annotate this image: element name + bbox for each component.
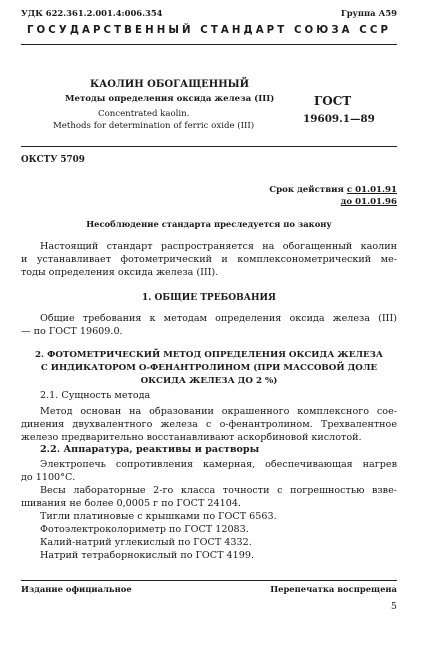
standard-title: КАОЛИН ОБОГАЩЕННЫЙ	[90, 79, 250, 90]
text-line: Тигли платиновые с крышками по ГОСТ 6563.	[40, 511, 277, 522]
gost-number: 19609.1—89	[303, 113, 375, 125]
section-1-heading: 1. ОБЩИЕ ТРЕБОВАНИЯ	[142, 293, 276, 303]
text-line: железо предварительно восстанавливают аскорбиновой кислотой.	[21, 432, 362, 443]
text-line: Фотоэлектроколориметр по ГОСТ 12083.	[40, 524, 249, 535]
heading-line: С ИНДИКАТОРОМ О-ФЕНАНТРОЛИНОМ (ПРИ МАССОВОЙ ДОЛЕ	[40, 363, 378, 373]
subsection-2-2-heading: 2.2. Аппаратура, реактивы и растворы	[40, 444, 260, 455]
title-en-line-2: Methods for determination of ferric oxide (III)	[53, 121, 255, 131]
text-line: Общие требования к методам определения оксида железа (III)	[40, 313, 397, 324]
footer-rule	[21, 580, 397, 581]
udc-code: УДК 622.361.2.001.4:006.354	[21, 8, 163, 18]
subsection-2-2-body	[21, 458, 397, 562]
title-rule	[21, 146, 397, 147]
intro-paragraph	[21, 240, 397, 279]
text-line: — по ГОСТ 19609.0.	[21, 326, 123, 337]
page-number: 5	[390, 601, 397, 612]
reprint-note: Перепечатка воспрещена	[270, 584, 397, 594]
text-line: Калий-натрий углекислый по ГОСТ 4332.	[40, 537, 252, 548]
text-line: динения двухвалентного железа с о-фенантролином. Трехвалентное	[21, 419, 397, 430]
validity-line-2: до 01.01.96	[340, 197, 397, 207]
edition-note: Издание официальное	[21, 584, 132, 594]
text-line: Натрий тетраборнокислый по ГОСТ 4199.	[40, 550, 255, 561]
text-line: Весы лабораторные 2-го класса точности с погрешностью взве-	[40, 485, 397, 496]
title-en-line-1: Concentrated kaolin.	[98, 109, 190, 119]
text-line: Электропечь сопротивления камерная, обеспечивающая нагрев	[40, 459, 397, 470]
text-line: Метод основан на образовании окрашенного комплексного сое-	[40, 406, 397, 417]
validity-line-1: Срок действия с 01.01.91	[269, 185, 397, 195]
subsection-2-1-body	[21, 405, 397, 444]
text-line: шивания не более 0,0005 г по ГОСТ 24104.	[21, 498, 241, 509]
standard-subtitle: Методы определения оксида железа (III)	[65, 94, 275, 104]
text-line: и устанавливает фотометрический и комплексонометрический ме-	[21, 254, 397, 265]
section-1-body	[21, 312, 397, 338]
group-code: Группа А59	[340, 8, 397, 18]
subsection-2-1-heading: 2.1. Сущность метода	[40, 390, 151, 401]
organization-banner: ГОСУДАРСТВЕННЫЙ СТАНДАРТ СОЮЗА ССР	[26, 25, 392, 36]
legal-warning: Несоблюдение стандарта преследуется по закону	[86, 219, 332, 229]
section-2-heading	[21, 349, 397, 388]
heading-line: ОКСИДА ЖЕЛЕЗА ДО 2 %)	[140, 376, 278, 386]
gost-label: ГОСТ	[314, 94, 352, 108]
header-rule	[21, 44, 397, 45]
text-line: Настоящий стандарт распространяется на обогащенный каолин	[40, 241, 397, 252]
text-line: до 1100°С.	[21, 472, 76, 483]
text-line: тоды определения оксида железа (III).	[21, 267, 219, 278]
okstu-code: ОКСТУ 5709	[21, 155, 85, 165]
heading-line: 2. ФОТОМЕТРИЧЕСКИЙ МЕТОД ОПРЕДЕЛЕНИЯ ОКСИДА ЖЕЛЕЗА	[35, 350, 383, 360]
